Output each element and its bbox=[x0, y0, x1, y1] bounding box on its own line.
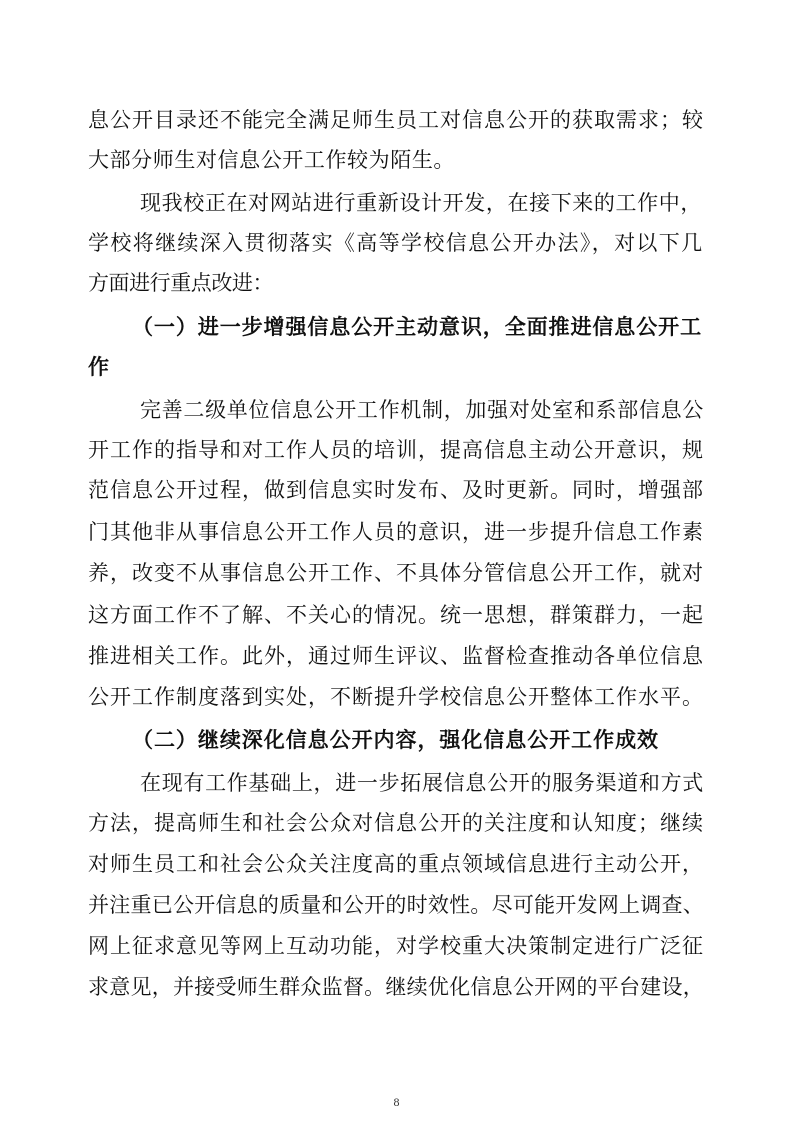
body-text-line: 完善二级单位信息公开工作机制，加强对处室和系部信息公 bbox=[140, 398, 704, 422]
body-text-line: 网上征求意见等网上互动功能，对学校重大决策制定进行广泛征 bbox=[88, 934, 704, 958]
body-text-line: 在现有工作基础上，进一步拓展信息公开的服务渠道和方式 bbox=[140, 771, 704, 795]
body-text-line: 门其他非从事信息公开工作人员的意识，进一步提升信息工作素 bbox=[88, 520, 704, 544]
body-text-line: 息公开目录还不能完全满足师生员工对信息公开的获取需求；较 bbox=[88, 108, 704, 132]
body-text-line: 这方面工作不了解、不关心的情况。统一思想，群策群力，一起 bbox=[88, 603, 704, 627]
page-number: 8 bbox=[393, 1095, 400, 1109]
body-text-line: 方法，提高师生和社会公众对信息公开的关注度和认知度；继续 bbox=[88, 811, 704, 835]
body-text-line: 公开工作制度落到实处，不断提升学校信息公开整体工作水平。 bbox=[88, 685, 704, 709]
body-text-line: 范信息公开过程，做到信息实时发布、及时更新。同时，增强部 bbox=[88, 478, 704, 502]
body-text-line: 养，改变不从事信息公开工作、不具体分管信息公开工作，就对 bbox=[88, 561, 704, 585]
body-text-line: 对师生员工和社会公众关注度高的重点领域信息进行主动公开， bbox=[88, 852, 704, 876]
body-text-line: 开工作的指导和对工作人员的培训，提高信息主动公开意识，规 bbox=[88, 438, 704, 462]
body-text-line: 推进相关工作。此外，通过师生评议、监督检查推动各单位信息 bbox=[88, 644, 704, 668]
body-text-line: 学校将继续深入贯彻落实《高等学校信息公开办法》，对以下几 bbox=[88, 231, 704, 255]
body-text-line: 大部分师生对信息公开工作较为陌生。 bbox=[88, 148, 455, 172]
body-text-line: 并注重已公开信息的质量和公开的时效性。尽可能开发网上调查、 bbox=[88, 893, 704, 917]
section-heading-line: （一）进一步增强信息公开主动意识，全面推进信息公开工 bbox=[132, 315, 702, 339]
body-text-line: 求意见，并接受师生群众监督。继续优化信息公开网的平台建设， bbox=[88, 975, 704, 999]
body-text-line: 方面进行重点改进： bbox=[88, 271, 273, 295]
section-heading-line: 作 bbox=[88, 355, 109, 379]
section-heading-line: （二）继续深化信息公开内容，强化信息公开工作成效 bbox=[132, 728, 659, 752]
body-text-line: 现我校正在对网站进行重新设计开发，在接下来的工作中， bbox=[140, 191, 702, 215]
